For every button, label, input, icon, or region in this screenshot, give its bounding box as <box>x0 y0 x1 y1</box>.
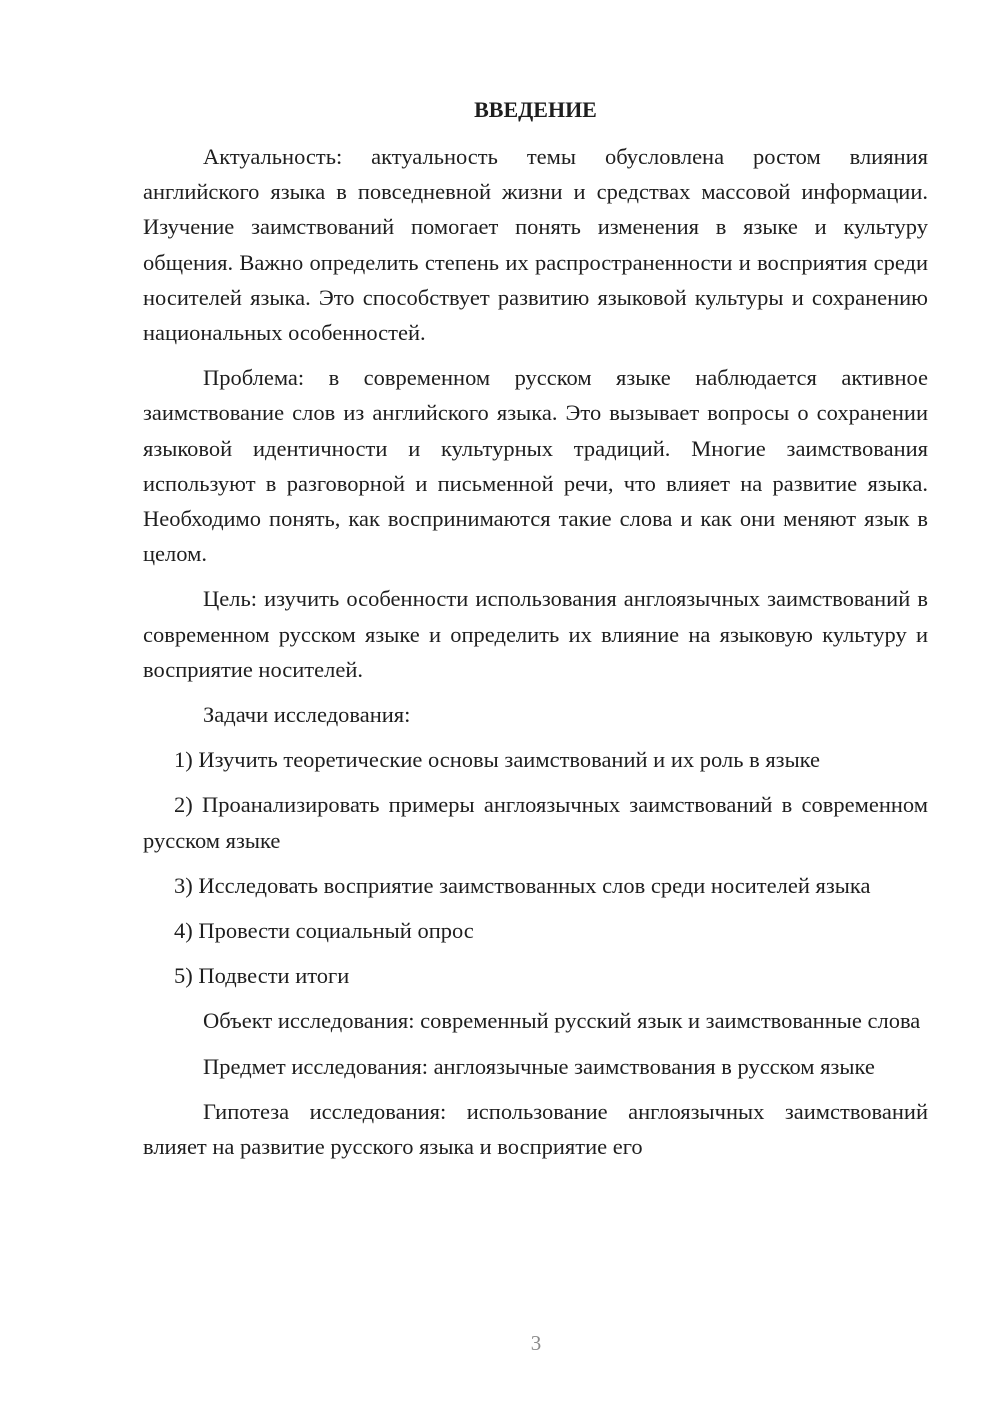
paragraph-hypothesis: Гипотеза исследования: использование англоязычных заимствований влияет на развитие русского языка и восприятие его <box>143 1098 928 1160</box>
task-item-4: 4) Провести социальный опрос <box>174 918 474 944</box>
document-body <box>143 92 928 1174</box>
paragraph-problem: Проблема: в современном русском языке наблюдается активное заимствование слов из английского языка. Это вызывает вопросы о сохранении языковой идентичности и культурных традиций. Многие заимствования используют в разговорной и письменной речи, что влияет на развитие языка. Необходимо понять, как воспринимаются такие слова и как они меняют язык в целом. <box>143 365 928 567</box>
tasks-heading: Задачи исследования: <box>203 702 411 728</box>
paragraph-relevance: Актуальность: актуальность темы обусловлена ростом влияния английского языка в повседневной жизни и средствах массовой информации. Изучение заимствований помогает понять изменения в языке и культуру общения. Важно определить степень их распространенности и восприятия среди носителей языка. Это способствует развитию языковой культуры и сохранению национальных особенностей. <box>143 144 928 346</box>
paragraph-goal: Цель: изучить особенности использования англоязычных заимствований в современном русском языке и определить их влияние на языковую культуру и восприятие носителей. <box>143 586 928 682</box>
page-number: 3 <box>530 1331 542 1355</box>
task-item-1: 1) Изучить теоретические основы заимствований и их роль в языке <box>174 747 821 773</box>
task-item-2: 2) Проанализировать примеры англоязычных заимствований в современном русском языке <box>143 792 928 853</box>
task-item-5: 5) Подвести итоги <box>174 963 350 989</box>
paragraph-subject: Предмет исследования: англоязычные заимствования в русском языке <box>203 1053 875 1079</box>
paragraph-object: Объект исследования: современный русский язык и заимствованные слова <box>203 1008 921 1034</box>
task-item-3: 3) Исследовать восприятие заимствованных слов среди носителей языка <box>174 872 871 898</box>
page-title: ВВЕДЕНИЕ <box>474 97 597 122</box>
